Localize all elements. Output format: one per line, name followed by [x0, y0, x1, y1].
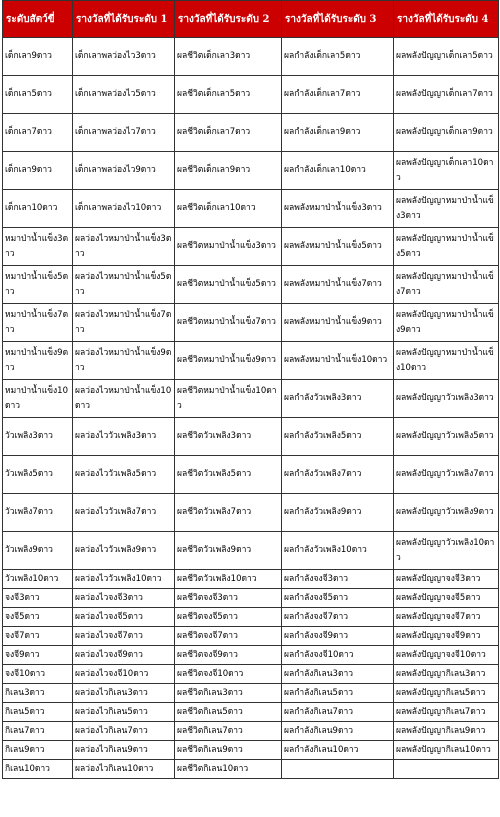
table-cell: ผลว่องไวหมาป่าน้ำแข็ง3ดาว — [73, 228, 175, 266]
table-cell: ผลกำลังเด็กเลา5ดาว — [282, 38, 394, 76]
table-cell: ผลว่องไววัวเพลิง10ดาว — [73, 570, 175, 589]
table-cell: ผลชีวิตเด็กเลา10ดาว — [175, 190, 282, 228]
table-cell: ผลชีวิตกิเลน10ดาว — [175, 760, 282, 779]
table-row — [3, 627, 499, 646]
table-cell: เด็กเลาพลว่องไว3ดาว — [73, 38, 175, 76]
table-cell: ผลพลังหมาป่าน้ำแข็ง10ดาว — [282, 342, 394, 380]
table-cell: จงจี9ดาว — [3, 646, 73, 665]
table-cell: ผลกำลังจงจี9ดาว — [282, 627, 394, 646]
table-cell: จงจี10ดาว — [3, 665, 73, 684]
table-cell: ผลพลังปัญญาจงจี3ดาว — [394, 570, 499, 589]
table-cell: ผลว่องไวกิเลน3ดาว — [73, 684, 175, 703]
table-cell: ผลว่องไววัวเพลิง3ดาว — [73, 418, 175, 456]
table-cell: ผลชีวิตหมาป่าน้ำแข็ง7ดาว — [175, 304, 282, 342]
table-row — [3, 304, 499, 342]
table-cell: ผลว่องไววัวเพลิง9ดาว — [73, 532, 175, 570]
table-row — [3, 456, 499, 494]
table-cell: จงจี7ดาว — [3, 627, 73, 646]
table-cell: ผลชีวิตเด็กเลา7ดาว — [175, 114, 282, 152]
table-cell: ผลพลังปัญญาวัวเพลิง9ดาว — [394, 494, 499, 532]
table-cell: ผลว่องไวจงจี5ดาว — [73, 608, 175, 627]
table-cell: ผลกำลังเด็กเลา7ดาว — [282, 76, 394, 114]
header-row — [3, 1, 499, 38]
table-cell: หมาป่าน้ำแข็ง7ดาว — [3, 304, 73, 342]
table-cell: ผลกำลังเด็กเลา9ดาว — [282, 114, 394, 152]
table-cell: ผลพลังหมาป่าน้ำแข็ง3ดาว — [282, 190, 394, 228]
table-row — [3, 532, 499, 570]
table-cell: ผลว่องไววัวเพลิง5ดาว — [73, 456, 175, 494]
table-cell — [282, 760, 394, 779]
table-cell: ผลพลังปัญญาเด็กเลา10ดาว — [394, 152, 499, 190]
table-cell: ผลว่องไวจงจี10ดาว — [73, 665, 175, 684]
header-reward-level-4: รางวัลที่ได้รับระดับ 4 — [394, 1, 499, 38]
table-cell: ผลพลังปัญญาเด็กเลา7ดาว — [394, 76, 499, 114]
table-row — [3, 76, 499, 114]
header-reward-level-1: รางวัลที่ได้รับระดับ 1 — [73, 1, 175, 38]
table-cell: เด็กเลาพลว่องไว7ดาว — [73, 114, 175, 152]
table-cell: ผลชีวิตจงจี10ดาว — [175, 665, 282, 684]
table-cell: ผลชีวิตวัวเพลิง5ดาว — [175, 456, 282, 494]
table-cell: ผลว่องไวหมาป่าน้ำแข็ง10ดาว — [73, 380, 175, 418]
table-cell: ผลว่องไวกิเลน9ดาว — [73, 741, 175, 760]
table-cell: ผลชีวิตกิเลน3ดาว — [175, 684, 282, 703]
table-cell: ผลชีวิตหมาป่าน้ำแข็ง5ดาว — [175, 266, 282, 304]
table-row — [3, 646, 499, 665]
table-row — [3, 266, 499, 304]
table-cell: ผลกำลังกิเลน10ดาว — [282, 741, 394, 760]
table-cell: ผลพลังปัญญาจงจี10ดาว — [394, 646, 499, 665]
table-row — [3, 418, 499, 456]
table-cell: ผลชีวิตจงจี5ดาว — [175, 608, 282, 627]
table-cell: กิเลน7ดาว — [3, 722, 73, 741]
table-cell: ผลกำลังวัวเพลิง5ดาว — [282, 418, 394, 456]
table-row — [3, 38, 499, 76]
table-cell: ผลกำลังวัวเพลิง9ดาว — [282, 494, 394, 532]
table-cell: เด็กเลาพลว่องไว9ดาว — [73, 152, 175, 190]
table-cell: ผลพลังปัญญาวัวเพลิง5ดาว — [394, 418, 499, 456]
table-cell: ผลชีวิตกิเลน7ดาว — [175, 722, 282, 741]
table-cell: ผลกำลังจงจี7ดาว — [282, 608, 394, 627]
table-cell: เด็กเลาพลว่องไว5ดาว — [73, 76, 175, 114]
table-cell: ผลชีวิตเด็กเลา5ดาว — [175, 76, 282, 114]
header-reward-level-2: รางวัลที่ได้รับระดับ 2 — [175, 1, 282, 38]
table-cell: กิเลน3ดาว — [3, 684, 73, 703]
table-cell: ผลพลังปัญญาเด็กเลา5ดาว — [394, 38, 499, 76]
table-row — [3, 722, 499, 741]
table-cell: ผลพลังปัญญาหมาป่าน้ำแข็ง7ดาว — [394, 266, 499, 304]
table-cell: ผลว่องไววัวเพลิง7ดาว — [73, 494, 175, 532]
table-cell: ผลพลังปัญญาหมาป่าน้ำแข็ง10ดาว — [394, 342, 499, 380]
table-cell: ผลชีวิตวัวเพลิง7ดาว — [175, 494, 282, 532]
table-cell: ผลว่องไวหมาป่าน้ำแข็ง9ดาว — [73, 342, 175, 380]
table-row — [3, 494, 499, 532]
table-cell: ผลว่องไวจงจี7ดาว — [73, 627, 175, 646]
table-cell: หมาป่าน้ำแข็ง9ดาว — [3, 342, 73, 380]
table-row — [3, 114, 499, 152]
table-cell: ผลกำลังจงจี3ดาว — [282, 570, 394, 589]
table-cell: ผลพลังปัญญาหมาป่าน้ำแข็ง5ดาว — [394, 228, 499, 266]
table-row — [3, 760, 499, 779]
table-row — [3, 342, 499, 380]
table-row — [3, 380, 499, 418]
table-cell: กิเลน9ดาว — [3, 741, 73, 760]
table-cell: ผลพลังหมาป่าน้ำแข็ง9ดาว — [282, 304, 394, 342]
table-cell: ผลกำลังกิเลน3ดาว — [282, 665, 394, 684]
table-cell: ผลกำลังวัวเพลิง10ดาว — [282, 532, 394, 570]
table-cell: ผลกำลังวัวเพลิง7ดาว — [282, 456, 394, 494]
table-cell: วัวเพลิง10ดาว — [3, 570, 73, 589]
table-cell: เด็กเลา7ดาว — [3, 114, 73, 152]
table-cell: ผลกำลังกิเลน9ดาว — [282, 722, 394, 741]
table-cell: ผลชีวิตกิเลน5ดาว — [175, 703, 282, 722]
table-cell: เด็กเลา9ดาว — [3, 152, 73, 190]
table-row — [3, 608, 499, 627]
table-cell: ผลชีวิตวัวเพลิง9ดาว — [175, 532, 282, 570]
table-row — [3, 665, 499, 684]
table-cell: ผลพลังปัญญาจงจี9ดาว — [394, 627, 499, 646]
table-cell: ผลว่องไวหมาป่าน้ำแข็ง7ดาว — [73, 304, 175, 342]
table-cell: หมาป่าน้ำแข็ง10ดาว — [3, 380, 73, 418]
table-cell: เด็กเลา5ดาว — [3, 76, 73, 114]
table-cell: เด็กเลา9ดาว — [3, 38, 73, 76]
table-cell: เด็กเลา10ดาว — [3, 190, 73, 228]
table-row — [3, 570, 499, 589]
table-row — [3, 589, 499, 608]
header-mount-level: ระดับสัตว์ขี่ — [3, 1, 73, 38]
table-cell: ผลว่องไวกิเลน5ดาว — [73, 703, 175, 722]
table-cell: ผลว่องไวกิเลน10ดาว — [73, 760, 175, 779]
table-cell: ผลชีวิตกิเลน9ดาว — [175, 741, 282, 760]
table-cell: วัวเพลิง5ดาว — [3, 456, 73, 494]
table-cell: กิเลน10ดาว — [3, 760, 73, 779]
reward-table — [2, 0, 499, 779]
table-cell: ผลพลังหมาป่าน้ำแข็ง5ดาว — [282, 228, 394, 266]
table-cell: ผลกำลังจงจี5ดาว — [282, 589, 394, 608]
table-cell: ผลพลังปัญญากิเลน10ดาว — [394, 741, 499, 760]
table-cell: ผลชีวิตจงจี3ดาว — [175, 589, 282, 608]
table-row — [3, 703, 499, 722]
table-cell: วัวเพลิง3ดาว — [3, 418, 73, 456]
table-cell: กิเลน5ดาว — [3, 703, 73, 722]
table-cell: เด็กเลาพลว่องไว10ดาว — [73, 190, 175, 228]
header-reward-level-3: รางวัลที่ได้รับระดับ 3 — [282, 1, 394, 38]
table-cell: ผลพลังหมาป่าน้ำแข็ง7ดาว — [282, 266, 394, 304]
table-cell: ผลกำลังจงจี10ดาว — [282, 646, 394, 665]
table-cell: ผลพลังปัญญาจงจี5ดาว — [394, 589, 499, 608]
table-cell: ผลกำลังเด็กเลา10ดาว — [282, 152, 394, 190]
table-cell — [394, 760, 499, 779]
table-cell: ผลพลังปัญญาวัวเพลิง7ดาว — [394, 456, 499, 494]
table-cell: ผลชีวิตวัวเพลิง3ดาว — [175, 418, 282, 456]
table-cell: ผลพลังปัญญาหมาป่าน้ำแข็ง9ดาว — [394, 304, 499, 342]
table-cell: ผลพลังปัญญาวัวเพลิง3ดาว — [394, 380, 499, 418]
table-cell: วัวเพลิง9ดาว — [3, 532, 73, 570]
table-cell: ผลพลังปัญญากิเลน3ดาว — [394, 665, 499, 684]
table-cell: จงจี3ดาว — [3, 589, 73, 608]
table-row — [3, 190, 499, 228]
table-cell: ผลพลังปัญญาวัวเพลิง10ดาว — [394, 532, 499, 570]
table-cell: ผลพลังปัญญาจงจี7ดาว — [394, 608, 499, 627]
table-cell: หมาป่าน้ำแข็ง5ดาว — [3, 266, 73, 304]
table-cell: ผลชีวิตหมาป่าน้ำแข็ง10ดาว — [175, 380, 282, 418]
table-cell: ผลพลังปัญญากิเลน7ดาว — [394, 703, 499, 722]
table-cell: ผลชีวิตหมาป่าน้ำแข็ง3ดาว — [175, 228, 282, 266]
table-row — [3, 152, 499, 190]
table-row — [3, 684, 499, 703]
table-cell: ผลว่องไวหมาป่าน้ำแข็ง5ดาว — [73, 266, 175, 304]
table-cell: ผลชีวิตจงจี7ดาว — [175, 627, 282, 646]
table-cell: ผลว่องไวจงจี3ดาว — [73, 589, 175, 608]
table-cell: ผลชีวิตเด็กเลา9ดาว — [175, 152, 282, 190]
table-cell: ผลพลังปัญญากิเลน9ดาว — [394, 722, 499, 741]
table-cell: ผลพลังปัญญากิเลน5ดาว — [394, 684, 499, 703]
table-cell: ผลชีวิตหมาป่าน้ำแข็ง9ดาว — [175, 342, 282, 380]
table-cell: ผลกำลังวัวเพลิง3ดาว — [282, 380, 394, 418]
table-cell: ผลพลังปัญญาเด็กเลา9ดาว — [394, 114, 499, 152]
table-cell: ผลชีวิตวัวเพลิง10ดาว — [175, 570, 282, 589]
table-cell: หมาป่าน้ำแข็ง3ดาว — [3, 228, 73, 266]
table-cell: ผลกำลังกิเลน5ดาว — [282, 684, 394, 703]
table-row — [3, 228, 499, 266]
table-cell: วัวเพลิง7ดาว — [3, 494, 73, 532]
table-cell: ผลชีวิตจงจี9ดาว — [175, 646, 282, 665]
table-cell: ผลชีวิตเด็กเลา3ดาว — [175, 38, 282, 76]
table-row — [3, 741, 499, 760]
table-cell: ผลกำลังกิเลน7ดาว — [282, 703, 394, 722]
table-cell: ผลว่องไวจงจี9ดาว — [73, 646, 175, 665]
table-cell: ผลพลังปัญญาหมาป่าน้ำแข็ง3ดาว — [394, 190, 499, 228]
table-cell: ผลว่องไวกิเลน7ดาว — [73, 722, 175, 741]
table-cell: จงจี5ดาว — [3, 608, 73, 627]
